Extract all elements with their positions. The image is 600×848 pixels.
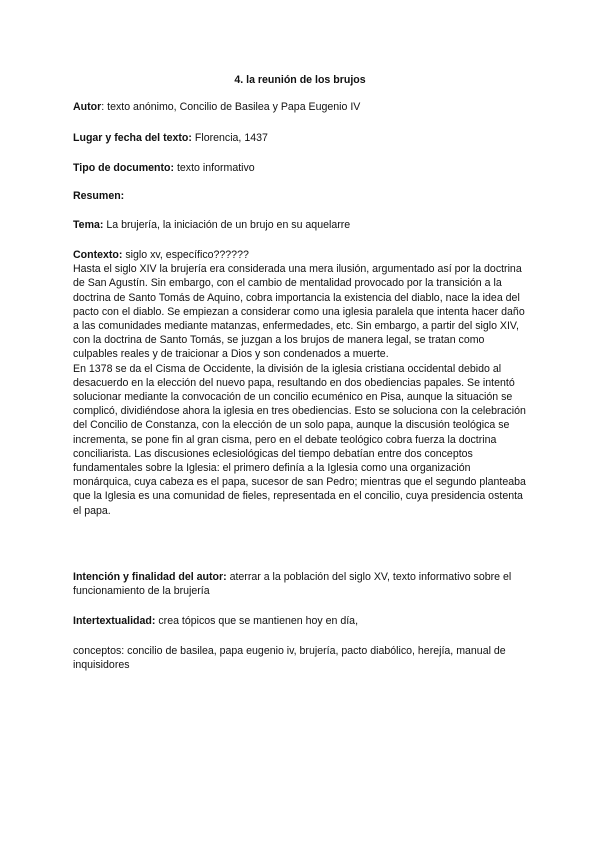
intertextuality-label: Intertextualidad: [73, 615, 156, 627]
context-paragraph-1: Hasta el siglo XIV la brujería era considerada una mera ilusión, argumentado así por la doctrina de San Agustín. Sin embargo, con el cambio de mentalidad provocado por la transición a la doctrina de Santo Tomás de Aquino, cobra importancia la existencia del diablo, nace la idea del pacto con el diablo. Se empiezan a considerar como una iglesia paralela que intenta hacer daño a las comunidades mediante matanzas, enfermedades, etc. Sin embargo, a partir del siglo XIV, con la doctrina de Santo Tomás, se juzgan a los brujos de manera legal, se tratan como culpables reales y de traicionar a Dios y son condenados a muerte. [73, 263, 525, 361]
context-section [73, 248, 531, 518]
concepts-field [73, 644, 531, 672]
theme-label: Tema: [73, 219, 104, 231]
theme-field [73, 218, 533, 232]
intertextuality-field [73, 614, 533, 628]
place-date-value: Florencia, 1437 [191, 132, 268, 144]
concepts-value: conceptos: concilio de basilea, papa eugenio iv, brujería, pacto diabólico, herejía, manual de inquisidores [73, 645, 506, 672]
context-paragraph-2: En 1378 se da el Cisma de Occidente, la división de la iglesia cristiana occidental debido al desacuerdo en la elección del nuevo papa, resultando en dos obediencias papales. Se intentó solucionar mediante la convocación de un concilio ecuménico en Pisa, aunque la situación se complicó, dividiéndose ahora la iglesia en tres obediencias. Esto se soluciona con la celebración del Concilio de Constanza, con la elección de un solo papa, aunque la discusión teológica se incrementa, se pone fin al gran cisma, pero en el debate teológico cobra fuerza la doctrina conciliarista. Las discusiones eclesiológicas del tiempo debatían entre dos conceptos fundamentales sobre la Iglesia: el primero definía a la Iglesia como una organización monárquica, cuya cabeza es el papa, sucesor de san Pedro; mientras que el segundo planteaba que la Iglesia es una comunidad de fieles, representada en el concilio, cuya presidencia ostenta el papa. [73, 362, 526, 517]
doc-type-label: Tipo de documento: [73, 162, 175, 174]
context-value: siglo xv, específico?????? [122, 249, 249, 261]
intent-label: Intención y finalidad del autor: [73, 571, 227, 583]
intent-field [73, 570, 528, 598]
doc-type-field [73, 161, 533, 175]
intertextuality-value: crea tópicos que se mantienen hoy en día, [155, 615, 359, 627]
intent-value: aterrar a la población del siglo XV, texto informativo sobre el funcionamiento de la brujería [73, 571, 512, 598]
context-heading [73, 248, 531, 262]
place-date-field [73, 131, 533, 145]
theme-value: La brujería, la iniciación de un brujo en su aquelarre [103, 219, 351, 231]
context-label: Contexto: [73, 249, 123, 261]
doc-type-value: texto informativo [174, 162, 255, 174]
place-date-label: Lugar y fecha del texto: [73, 132, 192, 144]
author-field [73, 100, 533, 114]
summary-field [73, 189, 533, 203]
summary-label: Resumen: [73, 190, 125, 202]
author-value: : texto anónimo, Concilio de Basilea y Papa Eugenio IV [101, 101, 361, 113]
document-title: 4. la reunión de los brujos [234, 74, 366, 86]
author-label: Autor [73, 101, 102, 113]
